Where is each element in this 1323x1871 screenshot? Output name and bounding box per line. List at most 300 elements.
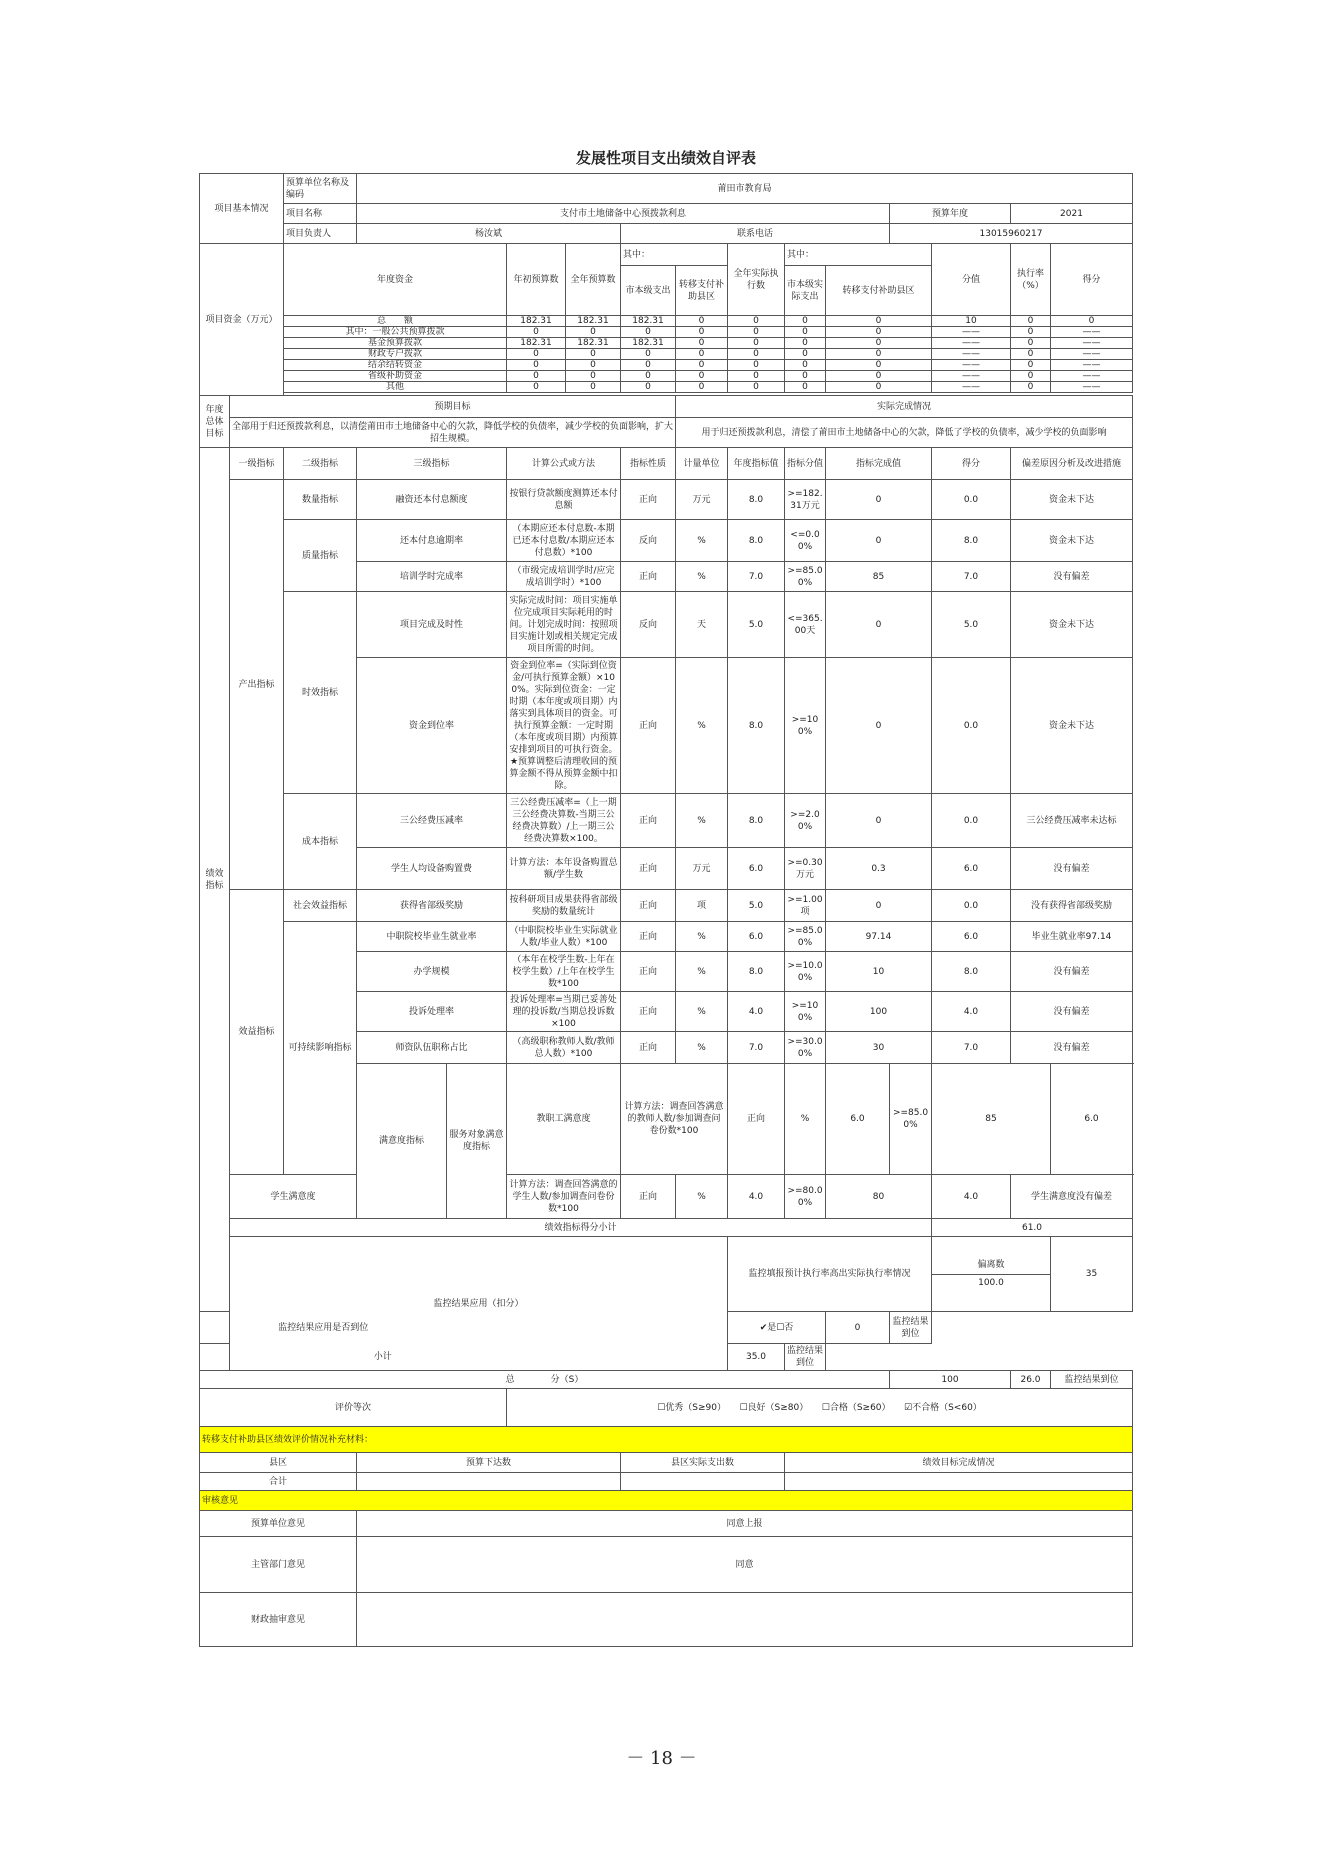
- target: >=100%: [785, 658, 826, 794]
- score: 7.0: [932, 562, 1011, 592]
- review-header: 审核意见: [200, 1491, 1133, 1511]
- fund-cell: 0: [566, 327, 621, 338]
- fund-row: [200, 360, 1133, 371]
- fund-cell: 0: [507, 360, 566, 371]
- fund-cell: 0: [621, 349, 676, 360]
- title-row: [200, 143, 1133, 174]
- transfer-col-county: 县区: [200, 1453, 357, 1473]
- fund-cell: 0: [785, 371, 826, 382]
- goals-section-label: 年度总体目标: [200, 396, 230, 448]
- deviation-cell: [932, 1237, 1051, 1312]
- fund-row: [200, 338, 1133, 349]
- fund-row: [200, 327, 1133, 338]
- actual-goal-text: 用于归还预拨款利息，清偿了莆田市土地储备中心的欠款，降低了学校的负债率，减少学校的负面影响: [676, 418, 1133, 448]
- fund-cell: 0: [507, 382, 566, 393]
- project-label: 项目名称: [284, 204, 357, 224]
- l3-name: 项目完成及时性: [357, 592, 507, 658]
- score: 4.0: [932, 992, 1011, 1032]
- transfer-total-budget: [357, 1473, 621, 1491]
- fund-cell: 0: [507, 371, 566, 382]
- fund-cell: ——: [932, 382, 1011, 393]
- unit: 天: [676, 592, 728, 658]
- fund-cell: ——: [932, 349, 1011, 360]
- deviation-value: 100.0: [978, 1277, 1004, 1288]
- note: 学生满意度没有偏差: [1011, 1175, 1133, 1219]
- funds-header-exec-rate: 执行率（%）: [1011, 244, 1051, 316]
- fund-cell: 0: [676, 360, 728, 371]
- leader-value: 杨汝斌: [357, 224, 621, 244]
- funds-header-among: 其中：: [621, 244, 728, 266]
- fund-cell: 0: [1011, 349, 1051, 360]
- review-unit-value: 同意上报: [357, 1511, 1133, 1537]
- fund-cell: 0: [676, 338, 728, 349]
- fund-cell: ——: [1051, 382, 1133, 393]
- unit: %: [676, 992, 728, 1032]
- formula: 计算方法：调查回答满意的教师人数/参加调查问卷份数*100: [621, 1064, 728, 1175]
- transfer-total-actual: [621, 1473, 785, 1491]
- l2-social: 社会效益指标: [284, 890, 357, 922]
- review-unit-label: 预算单位意见: [200, 1511, 357, 1537]
- total-full: 100: [890, 1371, 1011, 1389]
- fund-cell: 0: [728, 382, 785, 393]
- monitor-check: [728, 1312, 826, 1344]
- note: 没有偏差: [1011, 562, 1133, 592]
- nature: 正向: [621, 922, 676, 952]
- score-val: 5.0: [728, 890, 785, 922]
- page-title: 发展性项目支出绩效自评表: [200, 143, 1133, 174]
- expected-goal-text: 全部用于归还预拨款利息，以清偿莆田市土地储备中心的欠款，降低学校的负债率，减少学校的负面影响，扩大招生规模。: [230, 418, 676, 448]
- total-score: 26.0: [1011, 1371, 1051, 1389]
- transfer-col-budget: 预算下达数: [357, 1453, 621, 1473]
- funds-header-actual: 全年实际执行数: [728, 244, 785, 316]
- target: >=85.00%: [785, 562, 826, 592]
- target: >=0.30万元: [785, 848, 826, 890]
- l2-cost: 成本指标: [284, 794, 357, 890]
- fund-cell: 0: [676, 371, 728, 382]
- funds-header-annual: 年度资金: [284, 244, 507, 316]
- note: 毕业生就业率97.14: [1011, 922, 1133, 952]
- ind-header: 指标分值: [785, 448, 826, 480]
- score-val: 4.0: [728, 992, 785, 1032]
- review-finance-value: [357, 1593, 1133, 1647]
- fund-cell: 182.31: [621, 338, 676, 349]
- done: 0: [826, 890, 932, 922]
- basic-section-label: 项目基本情况: [200, 174, 284, 244]
- l3-name: 学生满意度: [230, 1175, 357, 1219]
- score: 8.0: [932, 952, 1011, 992]
- l2-timeliness: 时效指标: [284, 592, 357, 794]
- done: 0: [826, 480, 932, 520]
- note: 没有偏差: [1011, 1032, 1133, 1064]
- unit: %: [676, 922, 728, 952]
- formula: 资金到位率=（实际到位资金/可执行预算金额）×100%。实际到位资金：一定时期（本年度或项目期）内落实到具体项目的资金。可执行预算金额：一定时期（本年度或项目期）内预算安排到项目的可执行资金。★预算调整后清理收回的预算金额不得从预算金额中扣除。: [507, 658, 621, 794]
- l3-name: 培训学时完成率: [357, 562, 507, 592]
- unit: %: [676, 1175, 728, 1219]
- indicator-row: [200, 1175, 1133, 1219]
- funds-header-initial: 年初预算数: [507, 244, 566, 316]
- fund-cell: 0: [826, 371, 932, 382]
- fund-cell: 0: [785, 360, 826, 371]
- score-val: 8.0: [728, 520, 785, 562]
- total-result: 监控结果到位: [1051, 1371, 1133, 1389]
- monitor-deduct2: 0: [826, 1312, 890, 1344]
- fund-cell: 0: [785, 316, 826, 327]
- target: >=85.00%: [890, 1064, 932, 1175]
- fund-cell: 0: [1011, 382, 1051, 393]
- score: 6.0: [932, 848, 1011, 890]
- fund-row: [200, 316, 1133, 327]
- note: 三公经费压减率未达标: [1011, 794, 1133, 848]
- fund-cell: 0: [1051, 316, 1133, 327]
- score-val: 6.0: [728, 922, 785, 952]
- fund-cell: 0: [728, 338, 785, 349]
- l3-name: 投诉处理率: [357, 992, 507, 1032]
- fund-cell: 0: [1011, 316, 1051, 327]
- fund-cell: ——: [1051, 360, 1133, 371]
- fund-cell: 0: [826, 316, 932, 327]
- done: 0: [826, 592, 932, 658]
- nature: 正向: [621, 658, 676, 794]
- fund-row-name: 其他: [284, 382, 507, 393]
- nature: 正向: [621, 890, 676, 922]
- l2-quantity: 数量指标: [284, 480, 357, 520]
- fund-cell: 0: [728, 316, 785, 327]
- l2-quality: 质量指标: [284, 520, 357, 592]
- done: 97.14: [826, 922, 932, 952]
- fund-cell: 0: [676, 349, 728, 360]
- formula: 实际完成时间：项目实施单位完成项目实际耗用的时间。计划完成时间：按照项目实施计划或相关规定完成项目所需的时间。: [507, 592, 621, 658]
- fund-cell: ——: [932, 371, 1011, 382]
- fund-cell: 0: [785, 338, 826, 349]
- unit: %: [676, 1032, 728, 1064]
- fund-cell: ——: [932, 360, 1011, 371]
- monitor-subtotal-label: 小计: [200, 1344, 566, 1371]
- review-dept-label: 主管部门意见: [200, 1537, 357, 1593]
- nature: 正向: [728, 1064, 785, 1175]
- self-evaluation-sheet: [199, 143, 1132, 1647]
- target: >=1.00项: [785, 890, 826, 922]
- score: 4.0: [932, 1175, 1011, 1219]
- l3-name: 获得省部级奖励: [357, 890, 507, 922]
- transfer-total-goal: [785, 1473, 1133, 1491]
- l3-name: 学生人均设备购置费: [357, 848, 507, 890]
- indicator-row: [200, 520, 1133, 562]
- l3-name: 师资队伍职称占比: [357, 1032, 507, 1064]
- fund-cell: 0: [826, 349, 932, 360]
- transfer-col-actual: 县区实际支出数: [621, 1453, 785, 1473]
- score: 8.0: [932, 520, 1011, 562]
- monitor-result2: 监控结果到位: [890, 1312, 932, 1344]
- fund-cell: 0: [826, 360, 932, 371]
- indicator-row: [200, 890, 1133, 922]
- fund-row-name: 总 额: [284, 316, 507, 327]
- checkbox-no[interactable]: ☐否: [776, 1322, 794, 1333]
- fund-cell: 0: [785, 382, 826, 393]
- indicator-row: [200, 480, 1133, 520]
- indicator-subtotal-value: 61.0: [932, 1219, 1133, 1237]
- indicator-row: [200, 592, 1133, 658]
- monitor-item2: 监控结果应用是否到位: [200, 1312, 447, 1344]
- indicator-row: [200, 922, 1133, 952]
- transfer-header: 转移支付补助县区绩效评价情况补充材料：: [200, 1427, 1133, 1453]
- fund-cell: 0: [507, 349, 566, 360]
- formula: （高级职称教师人数/教师总人数）*100: [507, 1032, 621, 1064]
- fund-cell: 0: [1011, 338, 1051, 349]
- unit: %: [676, 794, 728, 848]
- formula: 投诉处理率=当期已妥善处理的投诉数/当期总投诉数×100: [507, 992, 621, 1032]
- fund-cell: 182.31: [507, 338, 566, 349]
- unit: %: [676, 562, 728, 592]
- target: >=30.00%: [785, 1032, 826, 1064]
- fund-cell: 0: [676, 382, 728, 393]
- nature: 正向: [621, 562, 676, 592]
- done: 10: [826, 952, 932, 992]
- year-value: 2021: [1011, 204, 1133, 224]
- formula: （中职院校毕业生实际就业人数/毕业人数）*100: [507, 922, 621, 952]
- unit: 万元: [676, 480, 728, 520]
- fund-cell: 0: [785, 349, 826, 360]
- note: 资金未下达: [1011, 658, 1133, 794]
- ind-header: 一级指标: [230, 448, 284, 480]
- review-finance-label: 财政抽审意见: [200, 1593, 357, 1647]
- fund-row-name: 结余结转资金: [284, 360, 507, 371]
- score-val: 4.0: [728, 1175, 785, 1219]
- done: 80: [826, 1175, 932, 1219]
- fund-row-name: 其中：一般公共预算拨款: [284, 327, 507, 338]
- phone-value: 13015960217: [890, 224, 1133, 244]
- fund-cell: 182.31: [566, 316, 621, 327]
- fund-cell: ——: [932, 338, 1011, 349]
- score-val: 6.0: [728, 848, 785, 890]
- fund-row: [200, 371, 1133, 382]
- score: 5.0: [932, 592, 1011, 658]
- score: 0.0: [932, 658, 1011, 794]
- transfer-col-goal: 绩效目标完成情况: [785, 1453, 1133, 1473]
- l1-output: 产出指标: [230, 480, 284, 890]
- funds-header-score: 得分: [1051, 244, 1133, 316]
- formula: 计算方法：调查回答满意的学生人数/参加调查问卷份数*100: [507, 1175, 621, 1219]
- monitor-result3: 监控结果到位: [785, 1344, 826, 1371]
- review-dept-value: 同意: [357, 1537, 1133, 1593]
- nature: 反向: [621, 592, 676, 658]
- actual-goal-label: 实际完成情况: [676, 396, 1133, 418]
- year-label: 预算年度: [890, 204, 1011, 224]
- done: 0.3: [826, 848, 932, 890]
- checkbox-yes[interactable]: ✔是: [759, 1322, 777, 1333]
- indicator-row: [200, 794, 1133, 848]
- fund-cell: 10: [932, 316, 1011, 327]
- fund-cell: 0: [566, 349, 621, 360]
- funds-header-transfer: 转移支付补助县区: [676, 266, 728, 316]
- fund-cell: 182.31: [566, 338, 621, 349]
- fund-cell: 0: [621, 360, 676, 371]
- l1-benefit: 效益指标: [230, 890, 284, 1175]
- ind-header: 得分: [932, 448, 1011, 480]
- formula: 计算方法：本年设备购置总额/学生数: [507, 848, 621, 890]
- fund-cell: 0: [728, 327, 785, 338]
- score-val: 7.0: [728, 1032, 785, 1064]
- note: 资金未下达: [1011, 592, 1133, 658]
- fund-cell: 0: [566, 382, 621, 393]
- note: 没有偏差: [1011, 952, 1133, 992]
- funds-header-among2: 其中：: [785, 244, 932, 266]
- ind-header: 偏差原因分析及改进措施: [1011, 448, 1133, 480]
- done: 30: [826, 1032, 932, 1064]
- monitor-deduct1: 35: [1051, 1237, 1133, 1312]
- fund-cell: 0: [785, 327, 826, 338]
- target: >=100%: [785, 992, 826, 1032]
- fund-cell: 0: [826, 338, 932, 349]
- target: >=2.00%: [785, 794, 826, 848]
- funds-header-city-actual: 市本级实际支出: [785, 266, 826, 316]
- note: 没有获得省部级奖励: [1011, 890, 1133, 922]
- fund-cell: 0: [676, 316, 728, 327]
- note: 没有偏差: [1011, 992, 1133, 1032]
- done: 85: [826, 562, 932, 592]
- unit: %: [785, 1064, 826, 1175]
- ind-header: 计量单位: [676, 448, 728, 480]
- formula: （本年在校学生数-上年在校学生数）/上年在校学生数*100: [507, 952, 621, 992]
- unit: %: [676, 952, 728, 992]
- l3-name: 办学规模: [357, 952, 507, 992]
- fund-cell: 0: [728, 349, 785, 360]
- target: >=85.00%: [785, 922, 826, 952]
- fund-row-name: 财政专户拨款: [284, 349, 507, 360]
- fund-row: [200, 349, 1133, 360]
- target: >=182.31万元: [785, 480, 826, 520]
- deviation-label: 偏离数: [932, 1257, 1050, 1275]
- nature: 正向: [621, 848, 676, 890]
- grade-label: 评价等次: [200, 1389, 507, 1427]
- l2-sustain: 可持续影响指标: [284, 922, 357, 1175]
- fund-cell: 0: [566, 371, 621, 382]
- expected-goal-label: 预期目标: [230, 396, 676, 418]
- fund-cell: ——: [1051, 327, 1133, 338]
- nature: 正向: [621, 794, 676, 848]
- ind-header: 二级指标: [284, 448, 357, 480]
- l3-name: 还本付息逾期率: [357, 520, 507, 562]
- funds-header-city-spend: 市本级支出: [621, 266, 676, 316]
- score-val: 8.0: [728, 658, 785, 794]
- leader-label: 项目负责人: [284, 224, 357, 244]
- score: 0.0: [932, 890, 1011, 922]
- ind-header: 年度指标值: [728, 448, 785, 480]
- l3-name: 三公经费压减率: [357, 794, 507, 848]
- note: 资金未下达: [1011, 520, 1133, 562]
- score: 6.0: [1051, 1064, 1133, 1175]
- fund-cell: 0: [1011, 360, 1051, 371]
- monitor-item1: 监控填报预计执行率高出实际执行率情况: [728, 1237, 932, 1312]
- formula: （市级完成培训学时/应完成培训学时）*100: [507, 562, 621, 592]
- fund-row: [200, 382, 1133, 393]
- formula: 三公经费压减率=（上一期三公经费决算数-当期三公经费决算数）/上一期三公经费决算数×100。: [507, 794, 621, 848]
- ind-header: 指标完成值: [826, 448, 932, 480]
- total-label: 总 分（S）: [200, 1371, 890, 1389]
- unit-label: 预算单位名称及编码: [284, 174, 357, 204]
- fund-cell: 0: [621, 382, 676, 393]
- nature: 正向: [621, 480, 676, 520]
- score: 0.0: [932, 794, 1011, 848]
- l2-service: 服务对象满意度指标: [447, 1064, 507, 1219]
- funds-header-transfer2: 转移支付补助县区: [826, 266, 932, 316]
- fund-row-name: 省级补助资金: [284, 371, 507, 382]
- fund-cell: 182.31: [621, 316, 676, 327]
- page-number: － 18 －: [626, 1748, 697, 1769]
- formula: （本期应还本付息数-本期已还本付息数/本期应还本付息数）*100: [507, 520, 621, 562]
- indicator-subtotal-label: 绩效指标得分小计: [230, 1219, 932, 1237]
- target: <=0.00%: [785, 520, 826, 562]
- score-val: 8.0: [728, 794, 785, 848]
- l1-satisfaction: 满意度指标: [357, 1064, 447, 1219]
- l3-name: 教职工满意度: [507, 1064, 621, 1175]
- done: 0: [826, 658, 932, 794]
- funds-section-label: 项目资金（万元）: [200, 244, 284, 396]
- score-val: 6.0: [826, 1064, 890, 1175]
- ind-header: 三级指标: [357, 448, 507, 480]
- funds-header-score-val: 分值: [932, 244, 1011, 316]
- fund-cell: 0: [728, 360, 785, 371]
- fund-cell: 0: [621, 327, 676, 338]
- unit: %: [676, 520, 728, 562]
- score-val: 7.0: [728, 562, 785, 592]
- fund-cell: ——: [1051, 371, 1133, 382]
- fund-cell: 182.31: [507, 316, 566, 327]
- fund-cell: 0: [826, 382, 932, 393]
- score: 0.0: [932, 480, 1011, 520]
- nature: 正向: [621, 992, 676, 1032]
- nature: 反向: [621, 520, 676, 562]
- done: 0: [826, 794, 932, 848]
- monitor-subtotal-value: 35.0: [728, 1344, 785, 1371]
- fund-cell: 0: [566, 360, 621, 371]
- fund-cell: ——: [1051, 349, 1133, 360]
- fund-cell: 0: [1011, 327, 1051, 338]
- score-val: 8.0: [728, 952, 785, 992]
- ind-header: 指标性质: [621, 448, 676, 480]
- fund-cell: 0: [728, 371, 785, 382]
- note: 资金未下达: [1011, 480, 1133, 520]
- formula: 按科研项目成果获得省部级奖励的数量统计: [507, 890, 621, 922]
- evaluation-table: [199, 143, 1133, 1647]
- l3-name: 融资还本付息额度: [357, 480, 507, 520]
- unit: %: [676, 658, 728, 794]
- target: >=10.00%: [785, 952, 826, 992]
- fund-cell: 0: [826, 327, 932, 338]
- done: 0: [826, 520, 932, 562]
- note: 没有偏差: [1011, 848, 1133, 890]
- score-val: 8.0: [728, 480, 785, 520]
- fund-cell: 0: [507, 327, 566, 338]
- transfer-total-label: 合计: [200, 1473, 357, 1491]
- nature: 正向: [621, 952, 676, 992]
- unit: 万元: [676, 848, 728, 890]
- unit-value: 莆田市教育局: [357, 174, 1133, 204]
- unit: 项: [676, 890, 728, 922]
- score: 6.0: [932, 922, 1011, 952]
- fund-cell: 0: [676, 327, 728, 338]
- ind-header: 计算公式或方法: [507, 448, 621, 480]
- score-val: 5.0: [728, 592, 785, 658]
- score: 7.0: [932, 1032, 1011, 1064]
- phone-label: 联系电话: [621, 224, 890, 244]
- done: 85: [932, 1064, 1051, 1175]
- target: >=80.00%: [785, 1175, 826, 1219]
- target: <=365.00天: [785, 592, 826, 658]
- funds-header-full-year: 全年预算数: [566, 244, 621, 316]
- fund-cell: 0: [1011, 371, 1051, 382]
- nature: 正向: [621, 1175, 676, 1219]
- done: 100: [826, 992, 932, 1032]
